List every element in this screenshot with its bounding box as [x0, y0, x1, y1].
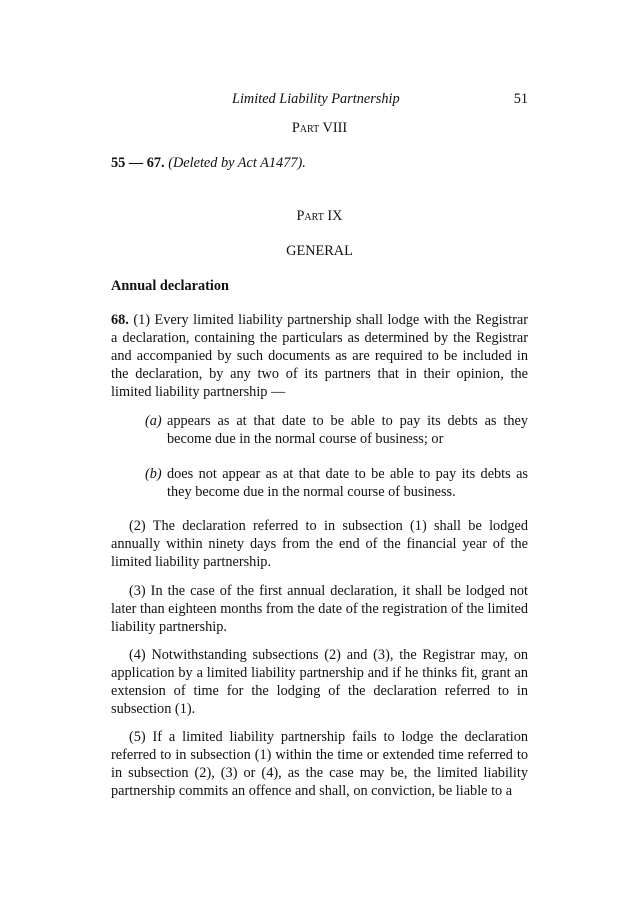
deleted-sections: [111, 154, 528, 172]
item-text: appears as at that date to be able to pay its debts as they become due in the normal course of business; or: [167, 413, 528, 448]
part-8-heading: Part VIII: [291, 120, 348, 136]
section-68-subsection-4: (4) Notwithstanding subsections (2) and (3), the Registrar may, on application by a limited liability partnership and if he thinks fit, grant an extension of time for the lodging of the declaration referred to in subsection (1).: [111, 647, 528, 718]
deleted-section-range: 55 — 67.: [111, 155, 165, 171]
item-label: (b): [145, 466, 162, 482]
running-header: [111, 90, 528, 110]
page-number: 51: [513, 91, 528, 107]
subsection-1-text: (1) Every limited liability partnership shall lodge with the Registrar a declaration, containing the particulars as determined by the Registrar and accompanied by such documents as are required to be included in the declaration, by any two of its partners that in their opinion, the limited liability partnership —: [111, 312, 528, 401]
item-text: does not appear as at that date to be able to pay its debts as they become due in the normal course of business.: [167, 466, 528, 501]
section-68-subsection-3: (3) In the case of the first annual declaration, it shall be lodged not later than eighteen months from the date of the registration of the limited liability partnership.: [111, 583, 528, 636]
part-9-subheading: GENERAL: [286, 243, 353, 259]
list-item-b: [145, 465, 528, 501]
section-68-subsection-1: [111, 311, 528, 401]
deleted-note: (Deleted by Act A1477).: [168, 155, 306, 171]
section-68-subsection-2: (2) The declaration referred to in subsection (1) shall be lodged annually within ninety days from the end of the financial year of the limited liability partnership.: [111, 518, 528, 571]
part-9-heading: Part IX: [296, 208, 343, 224]
section-68-subsection-5: (5) If a limited liability partnership fails to lodge the declaration referred to in subsection (1) within the time or extended time referred to in subsection (2), (3) or (4), as the case may be, the limited liability partnership commits an offence and shall, on conviction, be liable to a: [111, 729, 528, 800]
section-68-heading: [111, 277, 528, 295]
section-heading-text: Annual declaration: [111, 278, 229, 294]
item-label: (a): [145, 413, 162, 429]
list-item-a: [145, 412, 528, 448]
header-title: Limited Liability Partnership: [232, 91, 400, 107]
section-number: 68.: [111, 312, 129, 328]
